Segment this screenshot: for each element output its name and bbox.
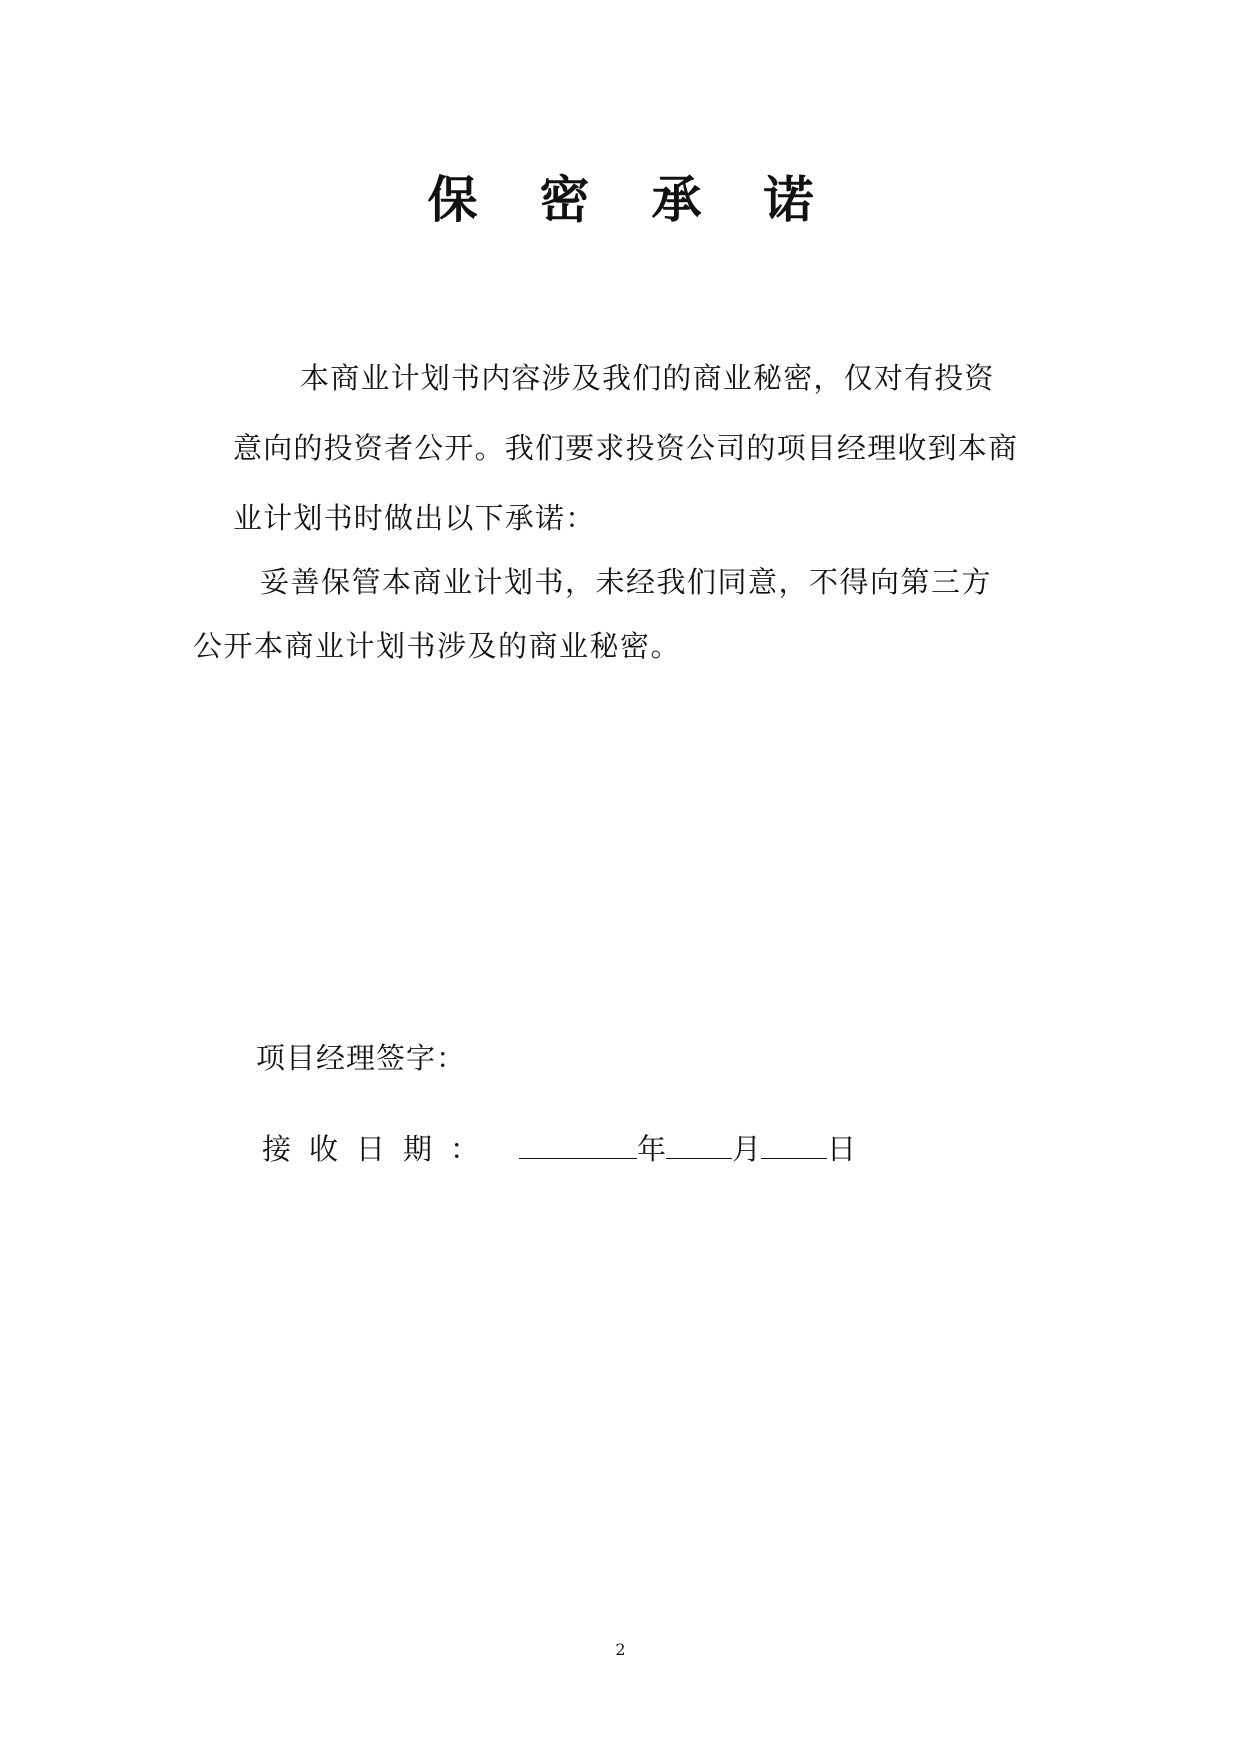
title-char-3: 承 — [651, 171, 702, 229]
page-number: 2 — [615, 1640, 626, 1659]
day-blank[interactable] — [761, 1128, 827, 1159]
year-blank[interactable] — [519, 1128, 637, 1159]
paragraph2-line1: 妥善保管本商业计划书，未经我们同意，不得向第三方 — [260, 565, 993, 599]
receipt-date-row — [262, 1128, 856, 1168]
year-unit: 年 — [637, 1132, 667, 1166]
signature-label: 项目经理签字： — [256, 1041, 467, 1075]
paragraph1-line3: 业计划书时做出以下承诺： — [233, 501, 596, 535]
receipt-date-label: 接收日期： — [262, 1132, 498, 1166]
title-char-4: 诺 — [763, 171, 814, 229]
title-char-1: 保 — [427, 171, 478, 229]
month-unit: 月 — [732, 1132, 762, 1166]
page-title — [0, 168, 1241, 232]
day-unit: 日 — [827, 1132, 857, 1166]
paragraph1-line2: 意向的投资者公开。我们要求投资公司的项目经理收到本商 — [233, 431, 1019, 465]
month-blank[interactable] — [666, 1128, 732, 1159]
title-char-2: 密 — [539, 171, 590, 229]
paragraph1-line1: 本商业计划书内容涉及我们的商业秘密，仅对有投资 — [300, 361, 995, 395]
paragraph2-line2: 公开本商业计划书涉及的商业秘密。 — [193, 629, 682, 663]
